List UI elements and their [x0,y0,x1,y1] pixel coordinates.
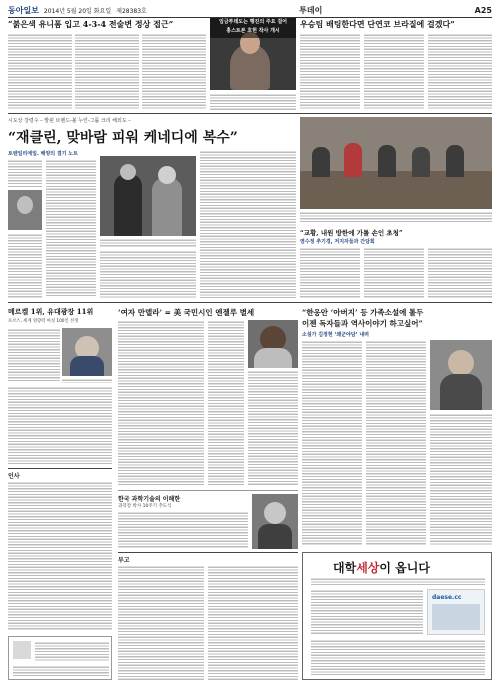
photo-novelist [430,340,492,410]
article-body [100,250,196,298]
section-name: 투데이 [299,6,323,15]
ad-university-world [302,552,492,680]
headline-right-middle: “교황, 내원 방한에 가톨 손인 초청” [300,229,403,237]
article-body [118,320,204,486]
portrait-photo [8,190,42,230]
ad-site-preview [427,589,485,635]
photo-caption [210,93,296,110]
photo-angelou [248,320,298,368]
masthead [8,4,492,18]
headline-top-right: 우승팀 배팅한다면 단연코 브라질에 걸겠다” [300,19,455,29]
photo-merkel [62,328,112,376]
article-body [118,511,248,549]
people-listing [8,481,112,631]
article-body [208,320,244,486]
photo-cardinal-meeting [300,117,492,209]
merkel-subhead: 포브스, 세계 영향력 여성 100인 선정 [8,319,79,324]
article-body [248,370,298,486]
article-body [300,247,360,298]
headline-novelist-1: “한옹안 ‘아버지’ 등 가족소설에 톨두 [302,308,424,317]
photo-caption [100,238,196,248]
issue-date: 2014년 5월 20일 화요일 [43,8,112,15]
article-body [302,340,362,545]
ad-brand: daese.cc [432,594,462,601]
ad-title: 대학세상이 옵니다 [333,561,430,575]
photo-caption [62,378,112,383]
article-body [428,247,492,298]
article-body [46,159,96,298]
obituary-listing [118,565,204,680]
main-subhead: 토렌일리에일. 해양의 결기 노트 [8,151,78,157]
photo-kennedy-couple [100,156,196,236]
article-body [364,33,424,110]
photo-caption-overlay: 임금투데도는 행진의 주요 걸어 홍스트본 호헌 작사 개시 [210,18,296,38]
people-header: 인사 [8,473,20,480]
article-body [364,247,424,298]
article-body [366,340,426,545]
headline-science: 한국 과학기술의 이해한 [118,496,181,503]
article-body [430,413,492,545]
article-body [142,33,206,110]
headline-merkel: 메르켈 1위, 유대광장 11위 [8,307,94,316]
photo-scientist [252,494,298,549]
headline-angelou: ‘여자 만델라’ = 美 국민시인 엔젤루 별세 [118,308,255,317]
right-middle-subhead: 염수정 추기경, 저지자들과 간담회 [300,239,375,245]
article-body [8,233,42,298]
main-kicker: 시도상 강령수 – 발핀 브렌드-볼 누린-그룹 크리 해외도 – [8,118,131,124]
headline-novelist-2: 이젠 독자들과 역사이야기 하고싶어” [302,319,423,328]
article-body [8,159,42,187]
article-body [200,150,296,298]
headline-main: “재클린, 맞바람 피워 케네디에 복수” [8,130,238,146]
promo-box [8,636,112,680]
novelist-subhead: 소설가 김정현 ‘왜군야담’ 내려 [302,332,369,338]
page-number: A25 [474,6,492,15]
article-body [8,33,72,110]
headline-top-left: “붉은색 유니폼 입고 4-3-4 전술변 정상 접근” [8,19,174,29]
obituary-header: 부고 [118,557,130,564]
photo-caption [300,211,492,223]
issue-number: 제28383호 [116,8,147,15]
obituary-listing [208,565,298,680]
article-body [300,33,360,110]
article-body [8,386,112,464]
newspaper-logo: 동아일보 [8,5,39,15]
article-body [8,328,60,383]
article-body [428,33,492,110]
science-subhead: 과학강 박사 10주기 추도식 [118,504,172,509]
article-body [75,33,139,110]
